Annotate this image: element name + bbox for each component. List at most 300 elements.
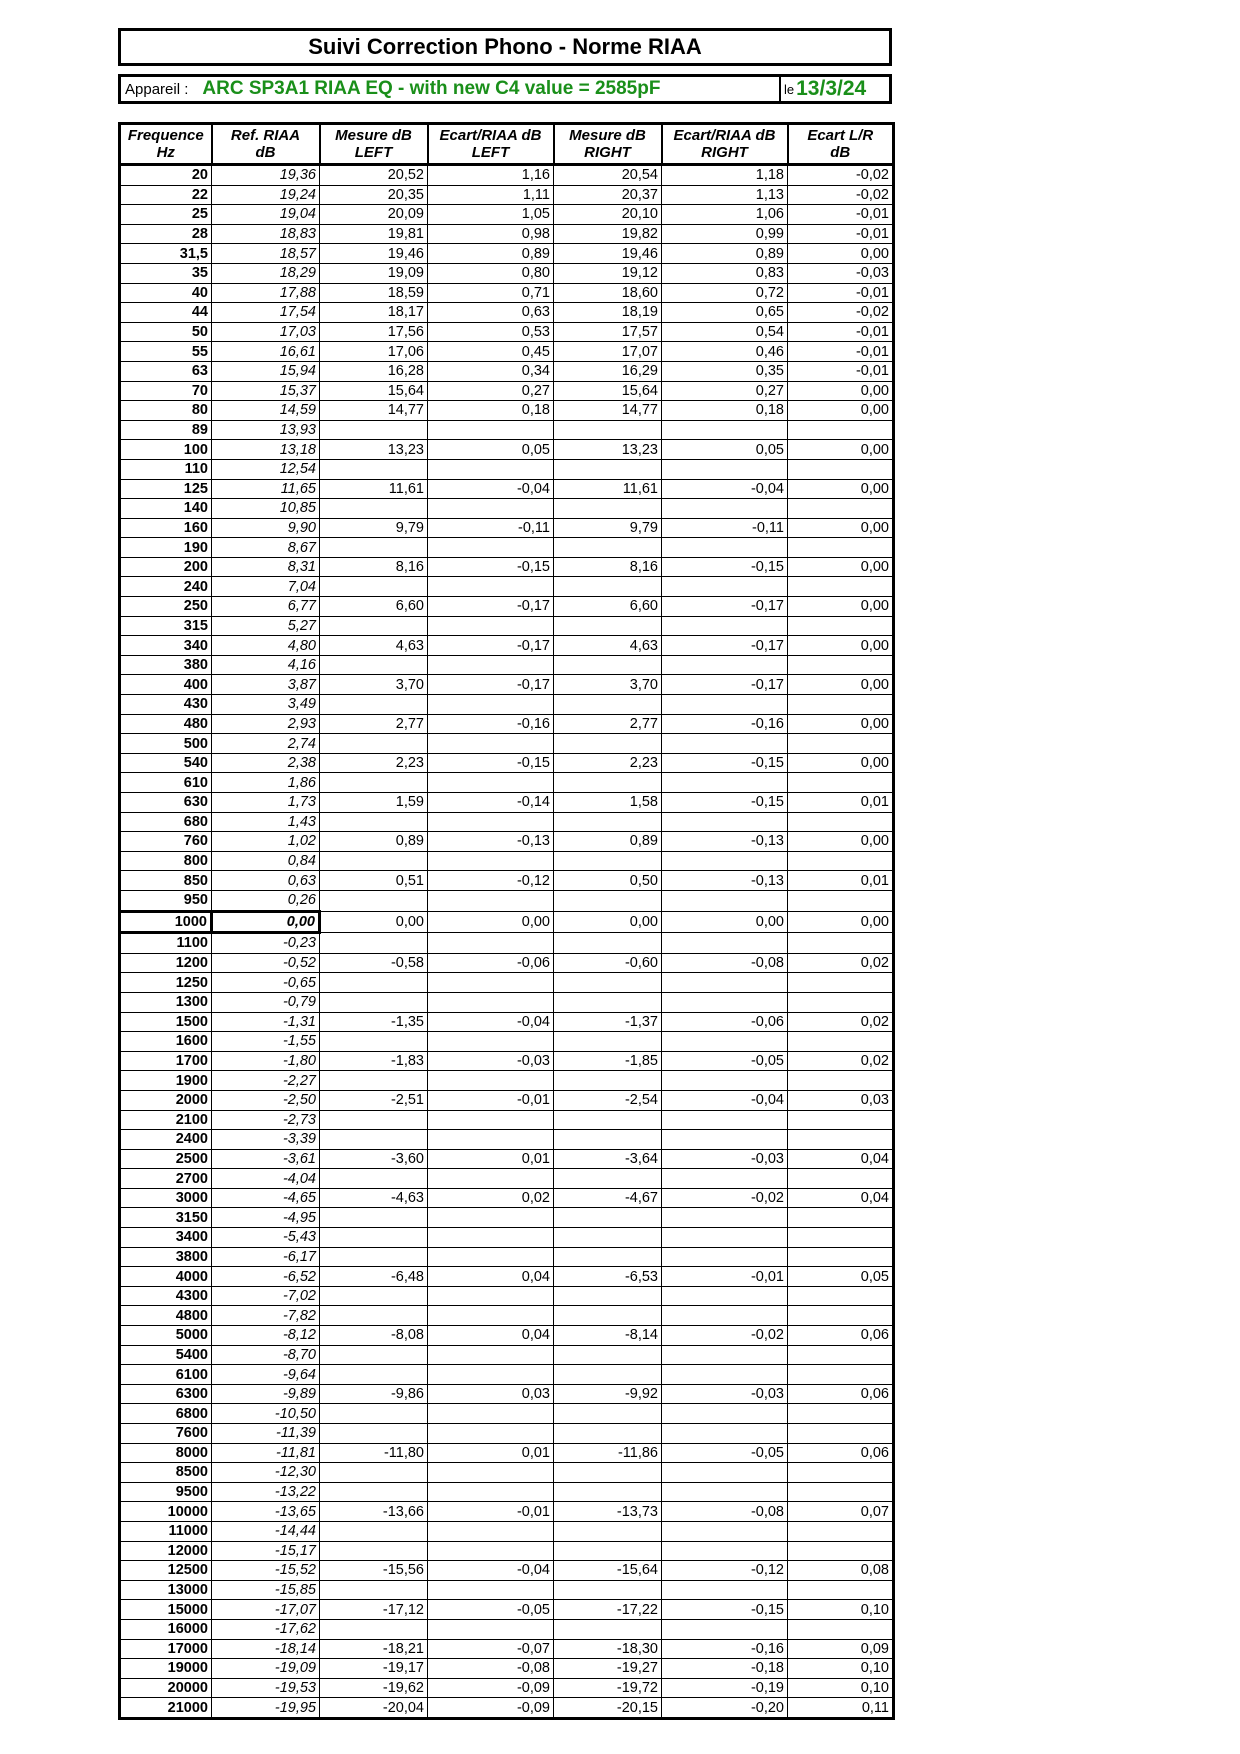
cell-ecart-right	[662, 1032, 788, 1052]
cell-ecart-lr: 0,02	[788, 1051, 894, 1071]
cell-ecart-left	[428, 1619, 554, 1639]
cell-mesure-left	[320, 1286, 428, 1306]
cell-mesure-left	[320, 1228, 428, 1248]
cell-ecart-right: 0,05	[662, 440, 788, 460]
cell-ecart-lr	[788, 1071, 894, 1091]
cell-mesure-left: -1,35	[320, 1012, 428, 1032]
cell-ecart-right	[662, 616, 788, 636]
table-row	[120, 1600, 894, 1620]
cell-ref-riaa: 12,54	[212, 459, 320, 479]
cell-ecart-lr: 0,00	[788, 557, 894, 577]
cell-ecart-right	[662, 577, 788, 597]
cell-ecart-right: -0,12	[662, 1561, 788, 1581]
table-row	[120, 675, 894, 695]
cell-ref-riaa: 17,54	[212, 303, 320, 323]
cell-mesure-right	[554, 695, 662, 715]
table-row	[120, 1110, 894, 1130]
cell-ecart-lr: 0,00	[788, 518, 894, 538]
cell-frequence: 5000	[120, 1326, 212, 1346]
table-row	[120, 1286, 894, 1306]
cell-ecart-right	[662, 973, 788, 993]
header-row	[120, 124, 894, 165]
cell-ecart-lr: 0,06	[788, 1326, 894, 1346]
cell-ref-riaa: 1,86	[212, 773, 320, 793]
cell-mesure-right	[554, 1169, 662, 1189]
cell-ecart-lr	[788, 1130, 894, 1150]
cell-ecart-left: 0,45	[428, 342, 554, 362]
cell-ecart-lr: 0,04	[788, 1188, 894, 1208]
cell-ecart-lr	[788, 1169, 894, 1189]
cell-mesure-right: -0,60	[554, 953, 662, 973]
cell-ecart-right: -0,02	[662, 1188, 788, 1208]
cell-frequence: 6300	[120, 1384, 212, 1404]
cell-ref-riaa: 19,36	[212, 165, 320, 186]
cell-frequence: 31,5	[120, 244, 212, 264]
header-ref-riaa: Ref. RIAA dB	[212, 124, 320, 165]
cell-ecart-right: -0,13	[662, 871, 788, 891]
cell-frequence: 12500	[120, 1561, 212, 1581]
cell-ecart-left: 0,01	[428, 1443, 554, 1463]
cell-ecart-left: -0,04	[428, 1561, 554, 1581]
cell-mesure-right: 17,57	[554, 322, 662, 342]
cell-ref-riaa: 19,04	[212, 205, 320, 225]
cell-ref-riaa: 0,63	[212, 871, 320, 891]
table-row	[120, 1384, 894, 1404]
cell-frequence: 2100	[120, 1110, 212, 1130]
cell-ref-riaa: 18,57	[212, 244, 320, 264]
cell-ecart-left: 0,04	[428, 1326, 554, 1346]
cell-mesure-left	[320, 1032, 428, 1052]
date-label: le	[784, 81, 795, 97]
cell-mesure-right	[554, 1286, 662, 1306]
cell-frequence: 8500	[120, 1463, 212, 1483]
cell-ecart-right: -0,06	[662, 1012, 788, 1032]
table-row	[120, 597, 894, 617]
cell-ref-riaa: 13,18	[212, 440, 320, 460]
cell-ecart-left	[428, 1424, 554, 1444]
cell-mesure-left	[320, 1110, 428, 1130]
cell-frequence: 1900	[120, 1071, 212, 1091]
cell-mesure-right	[554, 1110, 662, 1130]
cell-ref-riaa: -19,09	[212, 1659, 320, 1679]
cell-ref-riaa: -11,39	[212, 1424, 320, 1444]
cell-mesure-left: 19,46	[320, 244, 428, 264]
cell-ecart-lr	[788, 1208, 894, 1228]
cell-ecart-right: -0,15	[662, 753, 788, 773]
cell-frequence: 760	[120, 832, 212, 852]
table-row	[120, 381, 894, 401]
cell-mesure-right	[554, 890, 662, 911]
cell-mesure-right	[554, 459, 662, 479]
table-row	[120, 361, 894, 381]
cell-frequence: 2000	[120, 1090, 212, 1110]
cell-frequence: 240	[120, 577, 212, 597]
table-row	[120, 714, 894, 734]
cell-mesure-right	[554, 1228, 662, 1248]
cell-mesure-right: 0,50	[554, 871, 662, 891]
table-row	[120, 753, 894, 773]
cell-frequence: 35	[120, 263, 212, 283]
cell-mesure-right: -2,54	[554, 1090, 662, 1110]
cell-ecart-right	[662, 1286, 788, 1306]
cell-frequence: 6800	[120, 1404, 212, 1424]
cell-mesure-left: 17,06	[320, 342, 428, 362]
cell-ecart-lr: 0,10	[788, 1600, 894, 1620]
cell-ref-riaa: -19,53	[212, 1678, 320, 1698]
cell-ecart-left: 0,98	[428, 224, 554, 244]
cell-mesure-left: -11,80	[320, 1443, 428, 1463]
cell-mesure-left: -13,66	[320, 1502, 428, 1522]
cell-mesure-right	[554, 773, 662, 793]
table-row	[120, 655, 894, 675]
table-row	[120, 1482, 894, 1502]
table-row	[120, 1071, 894, 1091]
device-field	[121, 77, 781, 101]
cell-mesure-left: 13,23	[320, 440, 428, 460]
table-row	[120, 205, 894, 225]
cell-ecart-lr: -0,01	[788, 322, 894, 342]
cell-ecart-lr	[788, 1482, 894, 1502]
cell-frequence: 1700	[120, 1051, 212, 1071]
cell-ecart-lr	[788, 1286, 894, 1306]
cell-mesure-left	[320, 538, 428, 558]
cell-ecart-lr: -0,01	[788, 361, 894, 381]
cell-mesure-left	[320, 1619, 428, 1639]
cell-mesure-right: 11,61	[554, 479, 662, 499]
cell-ecart-right: 0,35	[662, 361, 788, 381]
cell-ecart-right: -0,05	[662, 1443, 788, 1463]
table-row	[120, 933, 894, 954]
cell-ecart-right	[662, 1228, 788, 1248]
cell-mesure-right	[554, 851, 662, 871]
cell-frequence: 16000	[120, 1619, 212, 1639]
cell-mesure-left: 19,81	[320, 224, 428, 244]
cell-ref-riaa: -10,50	[212, 1404, 320, 1424]
cell-mesure-left: -17,12	[320, 1600, 428, 1620]
table-row	[120, 636, 894, 656]
cell-mesure-left: -6,48	[320, 1267, 428, 1287]
cell-mesure-left	[320, 1541, 428, 1561]
cell-frequence: 2400	[120, 1130, 212, 1150]
cell-ecart-right	[662, 1619, 788, 1639]
table-row	[120, 165, 894, 186]
cell-ecart-left: 1,16	[428, 165, 554, 186]
cell-ecart-lr	[788, 1404, 894, 1424]
cell-ref-riaa: -13,65	[212, 1502, 320, 1522]
cell-ref-riaa: -5,43	[212, 1228, 320, 1248]
cell-ecart-lr: 0,00	[788, 440, 894, 460]
table-row	[120, 244, 894, 264]
cell-mesure-left	[320, 1521, 428, 1541]
cell-mesure-left	[320, 655, 428, 675]
cell-ecart-left: 0,00	[428, 911, 554, 933]
cell-ref-riaa: -3,61	[212, 1149, 320, 1169]
cell-ref-riaa: 1,43	[212, 812, 320, 832]
cell-frequence: 850	[120, 871, 212, 891]
cell-ecart-right	[662, 734, 788, 754]
cell-ecart-right: -0,08	[662, 953, 788, 973]
cell-ecart-lr: 0,00	[788, 636, 894, 656]
cell-ref-riaa: -6,52	[212, 1267, 320, 1287]
cell-frequence: 540	[120, 753, 212, 773]
cell-ecart-lr: 0,11	[788, 1698, 894, 1719]
cell-ecart-left	[428, 890, 554, 911]
table-row	[120, 871, 894, 891]
cell-mesure-left	[320, 1345, 428, 1365]
cell-frequence: 1100	[120, 933, 212, 954]
cell-ecart-right: -0,19	[662, 1678, 788, 1698]
cell-mesure-right: -4,67	[554, 1188, 662, 1208]
cell-ecart-right	[662, 1482, 788, 1502]
cell-ref-riaa: 18,83	[212, 224, 320, 244]
cell-ecart-left	[428, 1286, 554, 1306]
cell-mesure-left: 2,77	[320, 714, 428, 734]
cell-mesure-left: 19,09	[320, 263, 428, 283]
cell-ecart-left	[428, 1306, 554, 1326]
cell-mesure-right	[554, 1032, 662, 1052]
cell-frequence: 10000	[120, 1502, 212, 1522]
cell-mesure-right: -13,73	[554, 1502, 662, 1522]
cell-ecart-left: 0,04	[428, 1267, 554, 1287]
cell-ecart-right: 0,72	[662, 283, 788, 303]
cell-ecart-right	[662, 933, 788, 954]
cell-frequence: 4800	[120, 1306, 212, 1326]
date-value: 13/3/24	[796, 77, 867, 100]
cell-mesure-right: -3,64	[554, 1149, 662, 1169]
cell-ref-riaa: -17,07	[212, 1600, 320, 1620]
table-row	[120, 577, 894, 597]
cell-ecart-right: 1,06	[662, 205, 788, 225]
cell-ecart-left: -0,16	[428, 714, 554, 734]
cell-ecart-right: 0,83	[662, 263, 788, 283]
cell-frequence: 40	[120, 283, 212, 303]
cell-ecart-left: -0,01	[428, 1090, 554, 1110]
cell-ecart-left: 0,05	[428, 440, 554, 460]
cell-ecart-right	[662, 695, 788, 715]
cell-ref-riaa: -0,52	[212, 953, 320, 973]
cell-frequence: 28	[120, 224, 212, 244]
cell-ref-riaa: 17,03	[212, 322, 320, 342]
table-row	[120, 1208, 894, 1228]
table-row	[120, 1306, 894, 1326]
cell-frequence: 20000	[120, 1678, 212, 1698]
table-row	[120, 1169, 894, 1189]
cell-ecart-lr	[788, 616, 894, 636]
cell-frequence: 2700	[120, 1169, 212, 1189]
cell-mesure-right	[554, 420, 662, 440]
cell-ecart-left	[428, 1482, 554, 1502]
device-info-bar	[118, 74, 892, 104]
cell-ecart-lr	[788, 1463, 894, 1483]
table-row	[120, 992, 894, 1012]
cell-ecart-lr: -0,03	[788, 263, 894, 283]
cell-mesure-right: -19,27	[554, 1659, 662, 1679]
cell-ref-riaa: 3,49	[212, 695, 320, 715]
cell-ref-riaa: -9,89	[212, 1384, 320, 1404]
cell-ecart-right	[662, 1463, 788, 1483]
cell-frequence: 190	[120, 538, 212, 558]
cell-ecart-left: 0,18	[428, 401, 554, 421]
cell-ecart-left: -0,08	[428, 1659, 554, 1679]
cell-ecart-left: -0,05	[428, 1600, 554, 1620]
cell-mesure-left: -8,08	[320, 1326, 428, 1346]
cell-ecart-left	[428, 420, 554, 440]
cell-mesure-left	[320, 616, 428, 636]
cell-ecart-right: -0,03	[662, 1149, 788, 1169]
cell-ecart-lr	[788, 1619, 894, 1639]
cell-ecart-right	[662, 1247, 788, 1267]
cell-ecart-left	[428, 1228, 554, 1248]
cell-ref-riaa: -3,39	[212, 1130, 320, 1150]
cell-ecart-lr: -0,01	[788, 224, 894, 244]
cell-ecart-right: -0,08	[662, 1502, 788, 1522]
cell-ecart-lr: 0,05	[788, 1267, 894, 1287]
cell-ecart-lr: 0,00	[788, 832, 894, 852]
cell-mesure-right: 9,79	[554, 518, 662, 538]
cell-mesure-left	[320, 1365, 428, 1385]
cell-frequence: 22	[120, 185, 212, 205]
table-row	[120, 1639, 894, 1659]
cell-frequence: 2500	[120, 1149, 212, 1169]
cell-ecart-left: -0,03	[428, 1051, 554, 1071]
cell-mesure-left: 11,61	[320, 479, 428, 499]
cell-ecart-lr	[788, 538, 894, 558]
cell-ecart-left	[428, 1071, 554, 1091]
table-row	[120, 518, 894, 538]
cell-frequence: 5400	[120, 1345, 212, 1365]
cell-ecart-left: 0,02	[428, 1188, 554, 1208]
table-row	[120, 1541, 894, 1561]
table-row	[120, 1149, 894, 1169]
cell-mesure-right: -9,92	[554, 1384, 662, 1404]
cell-ecart-left	[428, 1365, 554, 1385]
cell-ecart-left: 0,27	[428, 381, 554, 401]
cell-frequence: 50	[120, 322, 212, 342]
cell-ecart-right: 0,00	[662, 911, 788, 933]
table-row	[120, 695, 894, 715]
cell-frequence: 25	[120, 205, 212, 225]
cell-ecart-lr	[788, 933, 894, 954]
cell-ecart-lr	[788, 1365, 894, 1385]
cell-frequence: 6100	[120, 1365, 212, 1385]
cell-mesure-right: 16,29	[554, 361, 662, 381]
title-text: Suivi Correction Phono - Norme RIAA	[308, 34, 702, 59]
table-row	[120, 953, 894, 973]
cell-ecart-left	[428, 1541, 554, 1561]
cell-frequence: 20	[120, 165, 212, 186]
cell-ecart-right: 0,27	[662, 381, 788, 401]
table-row	[120, 538, 894, 558]
cell-mesure-left	[320, 973, 428, 993]
cell-mesure-left	[320, 1580, 428, 1600]
cell-ecart-lr	[788, 973, 894, 993]
cell-frequence: 430	[120, 695, 212, 715]
cell-ref-riaa: 4,16	[212, 655, 320, 675]
cell-ecart-right: 0,89	[662, 244, 788, 264]
cell-ecart-right	[662, 992, 788, 1012]
cell-mesure-left	[320, 992, 428, 1012]
cell-ecart-right: -0,16	[662, 1639, 788, 1659]
cell-mesure-right	[554, 616, 662, 636]
cell-ref-riaa: -0,65	[212, 973, 320, 993]
cell-ecart-right	[662, 1345, 788, 1365]
cell-mesure-right	[554, 992, 662, 1012]
cell-mesure-right	[554, 1619, 662, 1639]
cell-mesure-left: 1,59	[320, 793, 428, 813]
cell-mesure-left: -15,56	[320, 1561, 428, 1581]
cell-mesure-right: 1,58	[554, 793, 662, 813]
table-row	[120, 479, 894, 499]
cell-ecart-left	[428, 1110, 554, 1130]
cell-ecart-left	[428, 577, 554, 597]
cell-frequence: 480	[120, 714, 212, 734]
cell-ecart-left: 1,11	[428, 185, 554, 205]
table-row	[120, 1051, 894, 1071]
cell-ecart-right: -0,02	[662, 1326, 788, 1346]
cell-mesure-right: 14,77	[554, 401, 662, 421]
cell-mesure-left: 17,56	[320, 322, 428, 342]
cell-mesure-right	[554, 734, 662, 754]
cell-ref-riaa: 10,85	[212, 499, 320, 519]
cell-mesure-right: 6,60	[554, 597, 662, 617]
cell-mesure-right	[554, 1404, 662, 1424]
table-row	[120, 773, 894, 793]
cell-mesure-right	[554, 1130, 662, 1150]
cell-mesure-right: 19,82	[554, 224, 662, 244]
cell-frequence: 80	[120, 401, 212, 421]
cell-ecart-left	[428, 773, 554, 793]
cell-mesure-right: 8,16	[554, 557, 662, 577]
cell-ecart-left	[428, 655, 554, 675]
cell-mesure-right	[554, 1071, 662, 1091]
cell-ref-riaa: 6,77	[212, 597, 320, 617]
cell-frequence: 63	[120, 361, 212, 381]
cell-ecart-left: -0,17	[428, 636, 554, 656]
cell-ref-riaa: -4,95	[212, 1208, 320, 1228]
cell-ecart-right: -0,05	[662, 1051, 788, 1071]
cell-ecart-left: -0,04	[428, 479, 554, 499]
cell-ecart-lr: 0,02	[788, 953, 894, 973]
cell-mesure-right	[554, 1424, 662, 1444]
cell-mesure-right	[554, 1580, 662, 1600]
cell-ecart-right: -0,04	[662, 479, 788, 499]
cell-mesure-left: -0,58	[320, 953, 428, 973]
cell-mesure-right	[554, 1541, 662, 1561]
cell-frequence: 950	[120, 890, 212, 911]
cell-mesure-right	[554, 973, 662, 993]
cell-frequence: 1600	[120, 1032, 212, 1052]
cell-frequence: 21000	[120, 1698, 212, 1719]
cell-ecart-lr	[788, 812, 894, 832]
cell-ecart-lr: 0,01	[788, 871, 894, 891]
table-row	[120, 1130, 894, 1150]
cell-ecart-lr: 0,00	[788, 597, 894, 617]
cell-ecart-right: -0,15	[662, 1600, 788, 1620]
cell-mesure-right	[554, 1521, 662, 1541]
cell-ecart-left	[428, 973, 554, 993]
cell-ecart-lr: 0,10	[788, 1659, 894, 1679]
cell-ecart-lr	[788, 851, 894, 871]
device-label: Appareil :	[125, 80, 189, 98]
cell-mesure-left: 0,00	[320, 911, 428, 933]
cell-mesure-right: 0,00	[554, 911, 662, 933]
cell-ecart-right	[662, 1306, 788, 1326]
cell-mesure-right	[554, 1463, 662, 1483]
cell-ecart-lr: 0,06	[788, 1443, 894, 1463]
cell-ecart-left: -0,11	[428, 518, 554, 538]
cell-mesure-left: 6,60	[320, 597, 428, 617]
cell-ref-riaa: -14,44	[212, 1521, 320, 1541]
